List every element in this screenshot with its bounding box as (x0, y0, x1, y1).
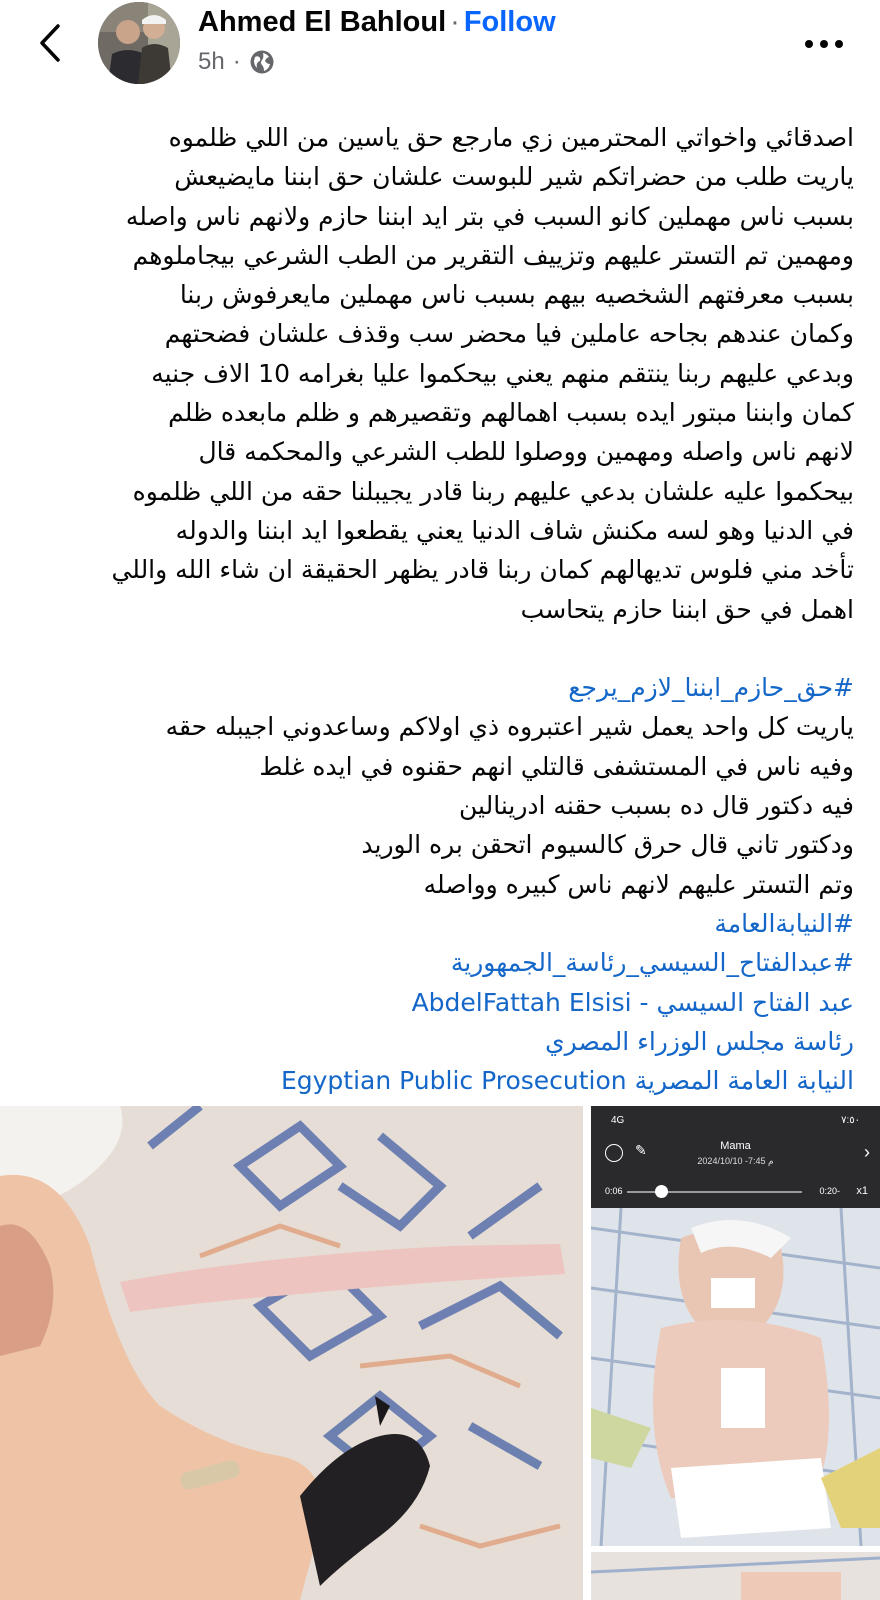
hashtag-link-main[interactable]: #حق_حازم_ابننا_لازم_يرجع (568, 673, 854, 703)
post-time[interactable]: 5h (198, 48, 225, 75)
post-line: وبدعي عليهم ربنا ينتقم منهم يعني بيحكموا عليا بغرامه 10 الاف جنيه (151, 358, 854, 388)
phone-clock: ٧:٥٠ (841, 1114, 860, 1126)
post-line: بسبب معرفتهم الشخصيه بيهم بسبب ناس مهملين مايعرفوش ربنا (179, 280, 854, 310)
post-line: وفيه ناس في المستشفى قالتلي انهم حقنوه في ايده غلط (259, 751, 854, 781)
post-line: بسبب ناس مهملين كانو السبب في بتر ايد ابننا حازم ولانهم ناس واصله (125, 201, 854, 231)
network-indicator: 4G (611, 1114, 625, 1126)
video-seek-bar (591, 1176, 880, 1208)
more-options-button[interactable] (794, 24, 854, 64)
post-line: وتم التستر عليهم لانهم ناس كبيره وواصله (423, 869, 854, 899)
post-header (0, 0, 880, 100)
post-line: فيه دكتور قال ده بسبب حقنه ادرينالين (459, 791, 854, 821)
post-line: تأخد مني فلوس تديهالهم كمان ربنا قادر يظهر الحقيقة ان شاء الله واللي (111, 555, 854, 585)
edit-icon: ✎ (635, 1142, 647, 1158)
elapsed-time: 0:06 (605, 1186, 623, 1196)
mention-link-elsisi[interactable]: عبد الفتاح السيسي - AbdelFattah Elsisi (411, 987, 854, 1017)
post-line: ومهمين تم التستر عليهم وتزييف التقرير من الطب الشرعي بيجاملوهم (132, 240, 854, 270)
post-line: اهمل في حق ابننا حازم يتحاسب (520, 594, 854, 624)
hashtag-link-prosecution[interactable]: #النيابةالعامة (714, 908, 854, 938)
follow-button[interactable]: Follow (463, 6, 556, 38)
post-line: لانهم ناس واصله ومهمين ووصلوا للطب الشرعي والمحكمه قال (198, 437, 854, 467)
chevron-left-icon (37, 23, 63, 63)
post-line: وكمان عندهم بجاحه عاملين فيا محضر سب وقذف علشان فضحتهم (164, 319, 854, 349)
phone-status-bar (591, 1106, 880, 1134)
phone-date: 2024/10/10 -7:45 م (697, 1156, 774, 1166)
avatar-photo (98, 2, 180, 84)
phone-title-bar (591, 1134, 880, 1176)
post-body (22, 118, 854, 1100)
post-line: في الدنيا وهو لسه مكنش شاف الدنيا يعني يقطعوا ايد ابننا والدوله (175, 515, 854, 545)
name-separator: · (450, 6, 460, 38)
chevron-right-icon: › (864, 1142, 870, 1162)
post-photo-3[interactable] (591, 1552, 880, 1600)
photo-3-image (591, 1552, 880, 1600)
phone-contact-name: Mama (720, 1140, 751, 1152)
post-line: كمان وابننا مبتور ايده بسبب اهمالهم وتقصيرهم و ظلم مابعده ظلم (168, 398, 854, 428)
post-meta (198, 48, 275, 76)
more-horizontal-icon (804, 39, 844, 49)
post-line: ودكتور تاني قال حرق كالسيوم اتحقن بره الوريد (361, 830, 854, 860)
photo-1-image (0, 1106, 583, 1600)
post-line: بيحكموا عليه علشان بدعي عليهم ربنا قادر يجيبلنا حقه من اللي ظلموه (132, 476, 854, 506)
post-line: ياريت طلب من حضراتكم شير للبوست علشان حق ابننا مايضيعش (174, 162, 854, 192)
author-name[interactable]: Ahmed El Bahloul (198, 6, 447, 38)
globe-icon (249, 49, 275, 75)
post-line: اصدقائي واخواتي المحترمين زي مارجع حق ياسين من اللي ظلموه (168, 123, 854, 152)
mention-link-prosecution[interactable]: النيابة العامة المصرية Egyptian Public Prosecution (280, 1066, 854, 1096)
mention-link-cabinet[interactable]: رئاسة مجلس الوزراء المصري (545, 1026, 854, 1056)
back-button[interactable] (30, 18, 70, 68)
avatar[interactable] (98, 2, 180, 84)
post-photo-1[interactable] (0, 1106, 583, 1600)
remaining-time: 0:20- (819, 1186, 840, 1196)
paragraph-gap (22, 629, 854, 668)
playback-speed: x1 (856, 1185, 868, 1197)
author-line (198, 6, 556, 39)
meta-dot: · (232, 48, 241, 75)
seek-knob (655, 1185, 668, 1198)
photo-2-image (591, 1208, 880, 1546)
post-line: ياريت كل واحد يعمل شير اعتبروه ذي اولاكم وساعدوني اجيبله حقه (165, 712, 854, 742)
post-photo-2[interactable] (591, 1106, 880, 1546)
seek-track (627, 1191, 802, 1193)
hashtag-link-presidency[interactable]: #عبدالفتاح_السيسي_رئاسة_الجمهورية (450, 948, 854, 978)
